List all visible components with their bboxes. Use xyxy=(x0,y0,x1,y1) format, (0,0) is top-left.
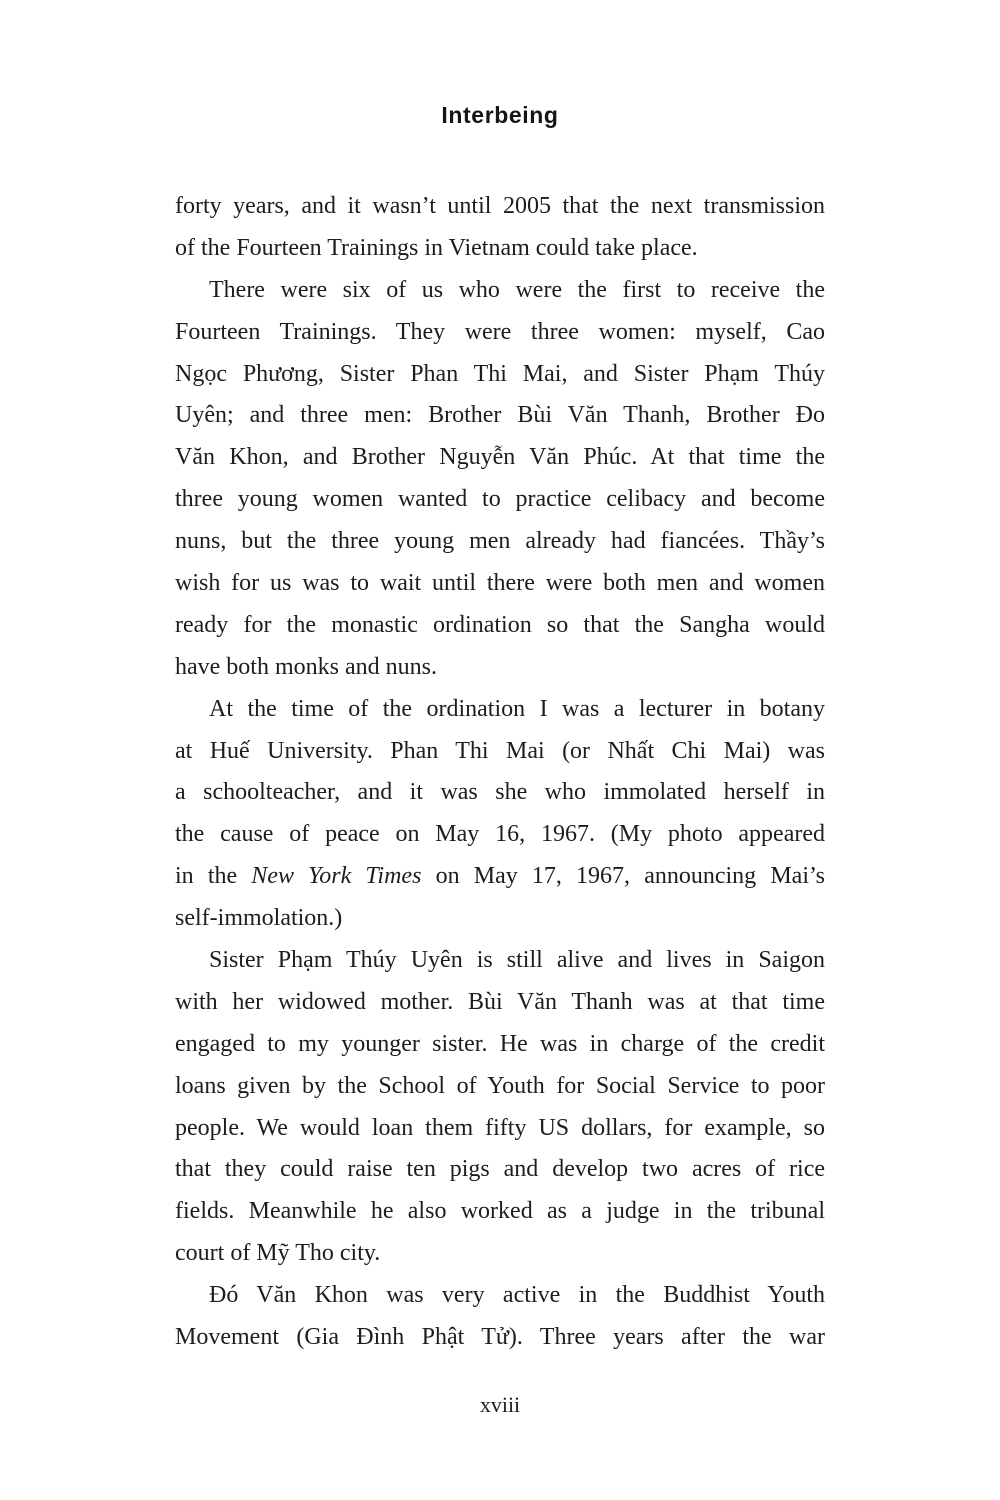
italic-text: New York Times xyxy=(251,863,422,890)
text-line: Fourteen Trainings. They were three women: myself, Cao xyxy=(175,318,825,345)
text-line: engaged to my younger sister. He was in charge of the credit xyxy=(175,1030,825,1057)
text-line: forty years, and it wasn’t until 2005 that the next transmission xyxy=(175,193,825,219)
text-line: wish for us was to wait until there were both men and women xyxy=(175,570,825,597)
running-head: Interbeing xyxy=(441,102,559,128)
text-line: with her widowed mother. Bùi Văn Thanh was at that time xyxy=(175,988,825,1015)
text-line: nuns, but the three young men already had fiancées. Thầy’s xyxy=(175,528,825,555)
text-line: three young women wanted to practice celibacy and become xyxy=(175,486,825,513)
text-line: loans given by the School of Youth for Social Service to poor xyxy=(175,1072,825,1099)
text-line: Uyên; and three men: Brother Bùi Văn Thanh, Brother Đo xyxy=(175,402,825,429)
text-line: Văn Khon, and Brother Nguyễn Văn Phúc. At that time the xyxy=(175,444,825,471)
text-line: court of Mỹ Tho city. xyxy=(175,1240,381,1267)
text-line: of the Fourteen Trainings in Vietnam could take place. xyxy=(175,234,698,261)
text-line: There were six of us who were the first to receive the xyxy=(209,276,825,303)
page-number: xviii xyxy=(479,1392,521,1417)
text-line: self-immolation.) xyxy=(175,905,343,932)
text-segment: in the xyxy=(175,863,252,890)
text-line: have both monks and nuns. xyxy=(175,653,437,680)
text-line: ready for the monastic ordination so that the Sangha would xyxy=(175,611,825,638)
text-line: people. We would loan them fifty US dollars, for example, so xyxy=(175,1114,825,1141)
text-line: the cause of peace on May 16, 1967. (My photo appeared xyxy=(175,821,825,848)
text-line: Đó Văn Khon was very active in the Buddhist Youth xyxy=(209,1282,825,1309)
text-line: At the time of the ordination I was a lecturer in botany xyxy=(209,695,825,722)
body-text xyxy=(175,186,825,1359)
text-line xyxy=(175,856,825,898)
text-line: Sister Phạm Thúy Uyên is still alive and lives in Saigon xyxy=(209,947,825,974)
text-line: at Huế University. Phan Thi Mai (or Nhất Chi Mai) was xyxy=(175,737,825,764)
text-line: that they could raise ten pigs and develop two acres of rice xyxy=(175,1156,825,1183)
text-line: Movement (Gia Đình Phật Tử). Three years after the war xyxy=(175,1324,825,1351)
text-line: Ngọc Phương, Sister Phan Thi Mai, and Sister Phạm Thúy xyxy=(175,360,825,387)
text-segment: on May 17, 1967, announcing Mai’s xyxy=(421,863,825,890)
text-line: a schoolteacher, and it was she who immolated herself in xyxy=(175,779,825,806)
text-line: fields. Meanwhile he also worked as a judge in the tribunal xyxy=(175,1198,825,1225)
